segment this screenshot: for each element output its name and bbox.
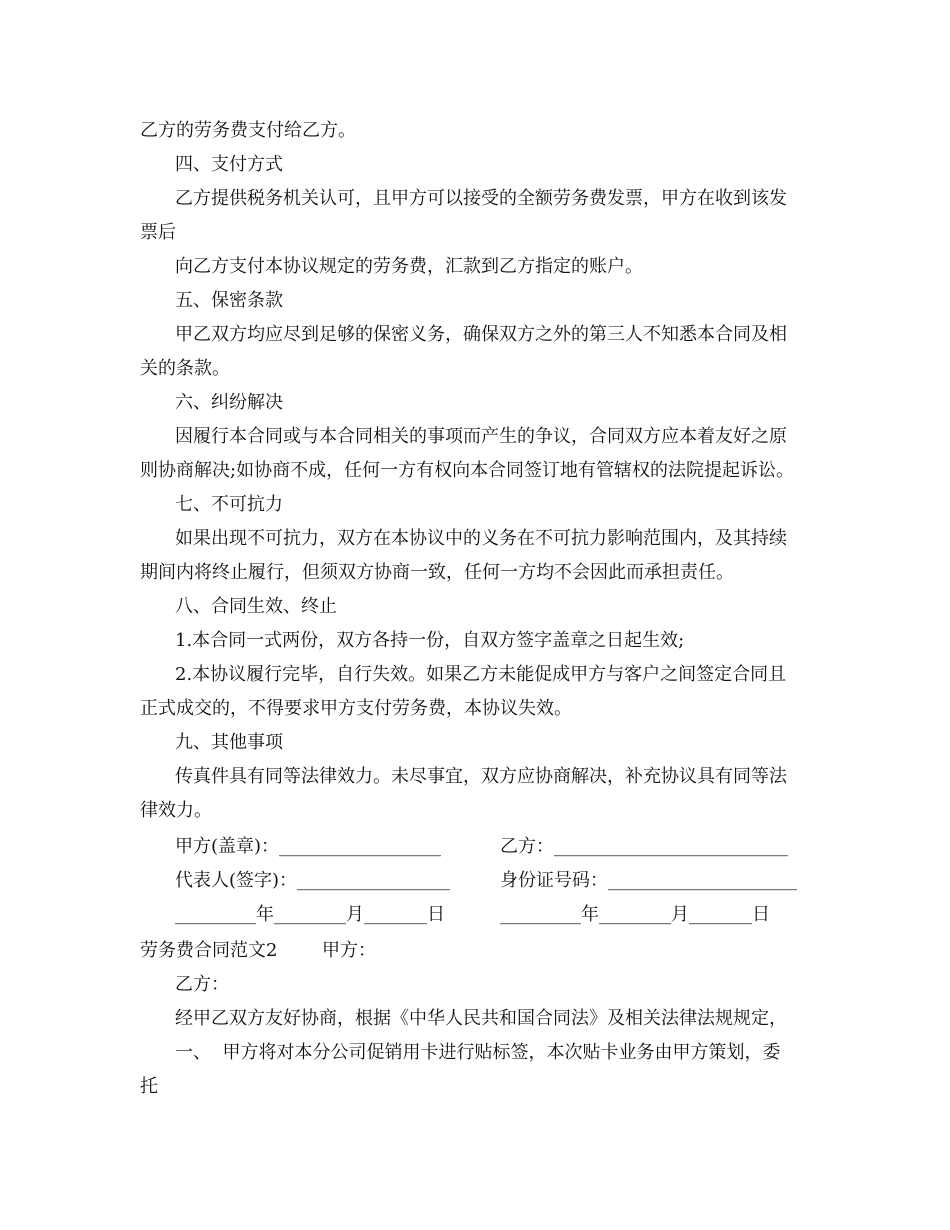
date-line-b: _________年________月_______日 — [500, 904, 770, 925]
body-line: 经甲乙双方友好协商，根据《中华人民共和国合同法》及相关法律法规规定， — [175, 1008, 787, 1029]
section-heading: 六、纠纷解决 — [175, 392, 283, 413]
section-heading: 八、合同生效、终止 — [175, 596, 337, 617]
body-line: 2.本协议履行完毕，自行失效。如果乙方未能促成甲方与客户之间签定合同且 — [175, 664, 787, 685]
section-heading: 五、保密条款 — [175, 290, 283, 311]
section-heading: 四、支付方式 — [175, 154, 283, 175]
body-line: 向乙方支付本协议规定的劳务费，汇款到乙方指定的账户。 — [175, 256, 643, 277]
representative-signature-line: 代表人(签字)：_________________ — [175, 870, 451, 891]
body-line: 票后 — [140, 222, 176, 243]
party-a-seal-line: 甲方(盖章)：__________________ — [175, 836, 442, 857]
template-heading: 劳务费合同范文2 — [140, 940, 278, 961]
party-b-label: 乙方： — [175, 974, 229, 995]
date-line-a: _________年________月_______日 — [175, 904, 445, 925]
body-line: 关的条款。 — [140, 358, 230, 379]
body-line: 乙方的劳务费支付给乙方。 — [140, 120, 356, 141]
body-line: 1.本合同一式两份，双方各持一份，自双方签字盖章之日起生效; — [175, 630, 685, 651]
body-line: 如果出现不可抗力，双方在本协议中的义务在不可抗力影响范围内，及其持续 — [175, 528, 787, 549]
party-b-line: 乙方：__________________________ — [500, 836, 788, 857]
body-line: 甲乙双方均应尽到足够的保密义务，确保双方之外的第三人不知悉本合同及相 — [175, 324, 787, 345]
body-line: 律效力。 — [140, 800, 212, 821]
section-heading: 七、不可抗力 — [175, 494, 283, 515]
party-a-label: 甲方： — [322, 940, 376, 961]
body-line: 因履行本合同或与本合同相关的事项而产生的争议，合同双方应本着友好之原 — [175, 426, 787, 447]
body-line: 一、 甲方将对本分公司促销用卡进行贴标签，本次贴卡业务由甲方策划，委 — [175, 1042, 781, 1063]
id-number-line: 身份证号码：_____________________ — [500, 870, 797, 891]
body-line: 乙方提供税务机关认可，且甲方可以接受的全额劳务费发票，甲方在收到该发 — [175, 188, 787, 209]
body-line: 期间内将终止履行，但须双方协商一致，任何一方均不会因此而承担责任。 — [140, 562, 734, 583]
body-line: 传真件具有同等法律效力。未尽事宜，双方应协商解决，补充协议具有同等法 — [175, 766, 787, 787]
body-line: 托 — [140, 1076, 158, 1097]
body-line: 正式成交的，不得要求甲方支付劳务费，本协议失效。 — [140, 698, 572, 719]
section-heading: 九、其他事项 — [175, 732, 283, 753]
body-line: 则协商解决;如协商不成，任何一方有权向本合同签订地有管辖权的法院提起诉讼。 — [140, 460, 795, 481]
